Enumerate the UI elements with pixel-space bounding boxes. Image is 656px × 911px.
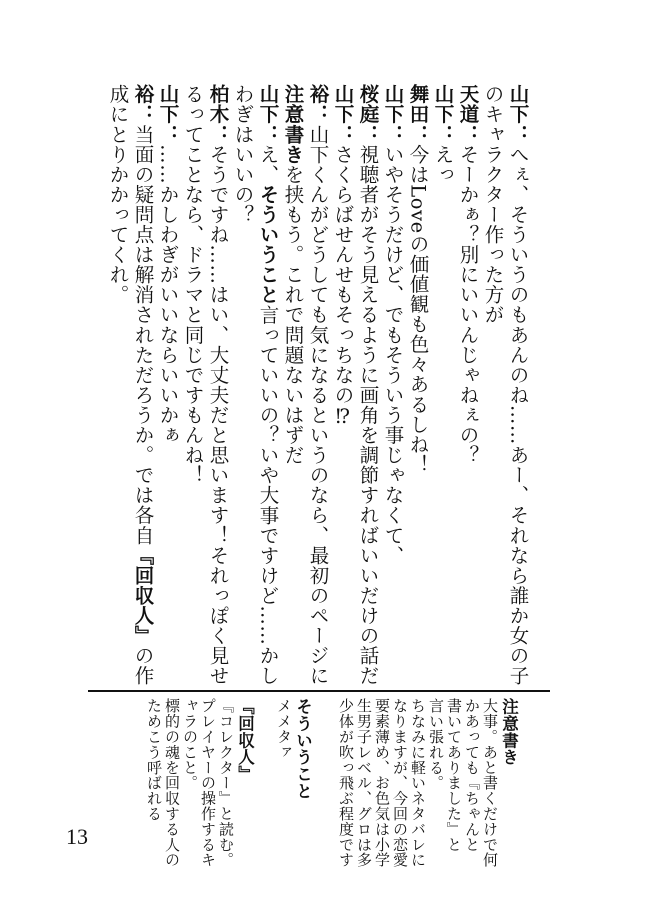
dialogue-line	[333, 84, 353, 428]
speaker-name: 裕	[131, 84, 155, 105]
line-text: 山下くんがどうしても気になるというのなら、最初のページに	[306, 124, 330, 686]
line-text: 視聴者がそう見えるように画角を調節すればいいだけの話だ	[356, 144, 380, 686]
speaker-name: 桜庭	[356, 84, 380, 125]
line-text: 成にとりかかってくれ。	[106, 84, 130, 305]
line-text: 今はLoveの価値観も色々あるしね！	[406, 144, 430, 475]
speaker-separator: ：	[156, 124, 180, 145]
dialogue-line	[183, 84, 203, 485]
line-text: え、	[256, 144, 280, 185]
speaker-name: 裕	[306, 84, 330, 105]
page-number: 13	[66, 824, 88, 849]
line-text: 当面の疑問点は解消されただろうか。では各自	[131, 124, 155, 546]
line-text: のキャラクター作った方が	[481, 84, 505, 325]
line-text: さくらばせんせもそっちなの⁉	[331, 144, 355, 429]
speaker-name: 山下	[381, 84, 405, 125]
dialogue-line	[233, 84, 253, 224]
speaker-name: 柏木	[206, 84, 230, 125]
note-line: メメタァ	[275, 698, 293, 760]
dialogue-line	[158, 84, 178, 445]
speaker-separator: ：	[431, 124, 455, 145]
note-reference: そういうこと	[256, 184, 280, 305]
note-line: 要素薄め、お色気は小学	[373, 698, 391, 868]
note-line: ちなみに軽いネタバレに	[409, 698, 427, 868]
note-title: 『回収人』	[235, 698, 255, 783]
speaker-separator: ：	[356, 124, 380, 145]
dialogue-line	[408, 84, 428, 474]
dialogue-line	[208, 84, 228, 686]
line-text: そうですね……はい、大丈夫だと思います！それっぽく見せ	[206, 144, 230, 686]
dialogue-line	[383, 84, 403, 565]
note-title: 注意書き	[499, 698, 519, 766]
dialogue-line	[108, 84, 128, 305]
note-reference: 『回収人』	[131, 545, 155, 646]
line-text: わぎはいいの？	[231, 84, 255, 225]
note-line: 標的の魂を回収する人の	[163, 698, 181, 868]
note-line: ためこう呼ばれる	[145, 698, 163, 822]
speaker-separator: ：	[406, 124, 430, 145]
note-title: そういうこと	[293, 698, 313, 800]
dialogue-line	[483, 84, 503, 325]
speaker-separator: ：	[206, 124, 230, 145]
line-text: の作	[131, 645, 155, 686]
speaker-name: 舞田	[406, 84, 430, 125]
line-text: るってことなら、ドラマと同じですもんね！	[181, 84, 205, 485]
dialogue-line	[433, 84, 453, 184]
note-line: かあっても『ちゃんと	[463, 698, 481, 852]
note-line: 書いてありました』と	[445, 698, 463, 852]
line-text: ……かしわぎがいいならいいかぁ	[156, 144, 180, 445]
dialogue-line	[358, 84, 378, 686]
line-text: そーかぁ？別にいいんじゃねぇの？	[456, 144, 480, 465]
dialogue-line	[458, 84, 478, 465]
note-line: ャラのこと。	[181, 698, 199, 791]
note-line: プレイヤーの操作するキ	[199, 698, 217, 868]
line-text: を挟もう。これで問題ないはずだ	[281, 164, 305, 465]
speaker-separator: ：	[456, 124, 480, 145]
speaker-separator: ：	[506, 124, 530, 145]
speaker-name: 山下	[256, 84, 280, 125]
note-line: なりますが、今回の恋愛	[391, 698, 409, 868]
note-line: 少体が吹っ飛ぶ程度です	[337, 698, 355, 868]
note-line: 大事。あと書くだけで何	[481, 698, 499, 868]
speaker-separator: ：	[131, 104, 155, 125]
speaker-separator: ：	[331, 124, 355, 145]
line-text: へぇ、そういうのもあんのね……あー、それなら誰か女の子	[506, 144, 530, 686]
speaker-name: 山下	[156, 84, 180, 125]
dialogue-line	[258, 84, 278, 686]
speaker-separator: ：	[256, 124, 280, 145]
speaker-name: 山下	[506, 84, 530, 125]
dialogue-line	[308, 84, 328, 686]
dialogue-line	[508, 84, 528, 686]
dialogue-line	[133, 84, 153, 686]
speaker-name: 天道	[456, 84, 480, 125]
note-line: 『コレクター』と読む。	[217, 698, 235, 868]
note-reference: 注意書き	[281, 84, 305, 165]
note-line: 生男子レベル、グロは多	[355, 698, 373, 868]
line-text: いやそうだけど、でもそういう事じゃなくて、	[381, 144, 405, 566]
divider-rule	[88, 690, 550, 692]
speaker-separator: ：	[381, 124, 405, 145]
line-text: えっ	[431, 144, 455, 185]
speaker-name: 山下	[431, 84, 455, 125]
dialogue-line	[283, 84, 303, 465]
note-line: 言い張れる。	[427, 698, 445, 791]
speaker-separator: ：	[306, 104, 330, 125]
line-text: 言っていいの？いや大事ですけど……かし	[256, 304, 280, 686]
speaker-name: 山下	[331, 84, 355, 125]
